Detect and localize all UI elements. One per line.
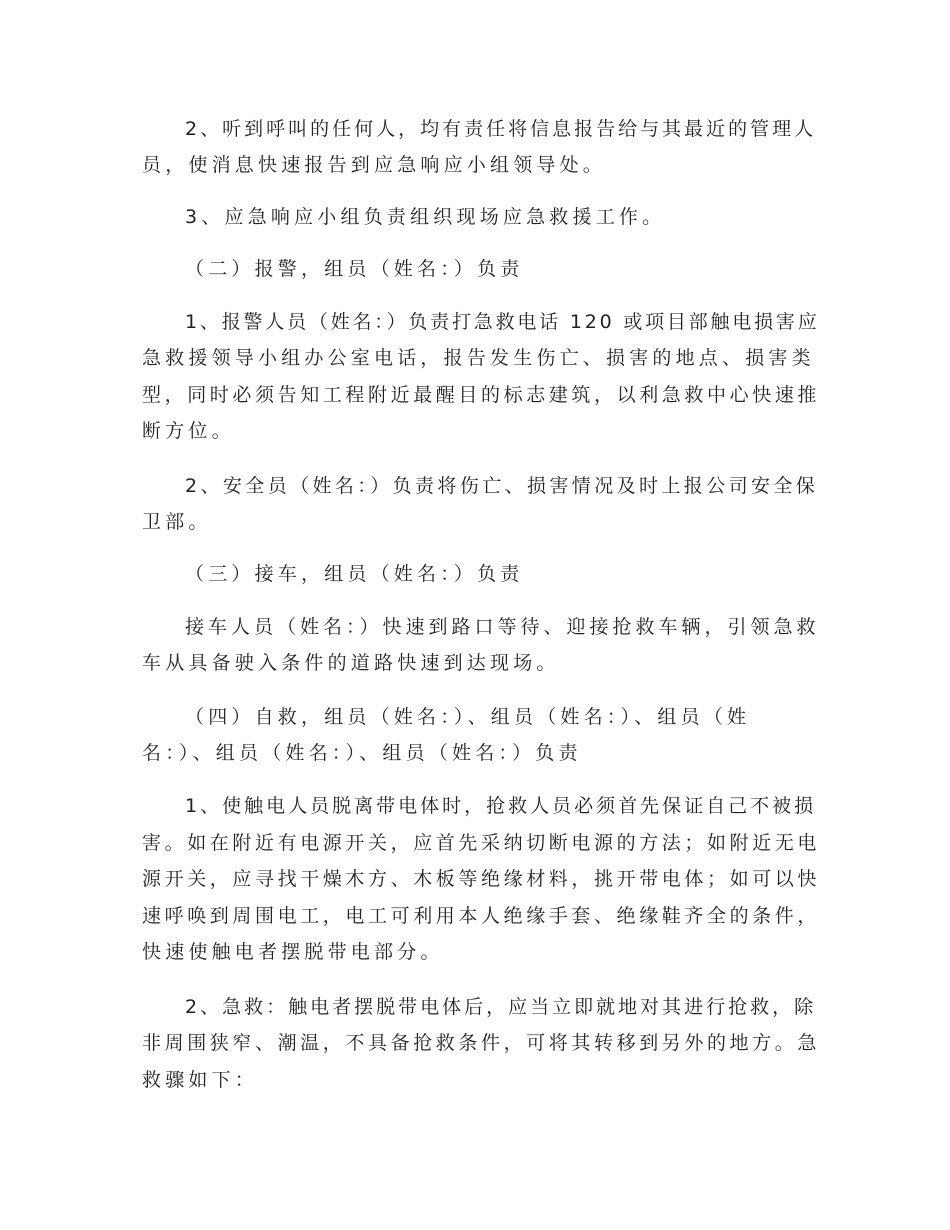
text-line: 快速使触电者摆脱带电部分。 — [142, 941, 444, 963]
text-line: 型，同时必须告知工程附近最醒目的标志建筑，以利急救中心快速推 — [142, 384, 821, 406]
text-line: 2、听到呼叫的任何人，均有责任将信息报告给与其最近的管理人 — [185, 118, 817, 140]
text-line: 急救援领导小组办公室电话，报告发生伤亡、损害的地点、损害类 — [142, 347, 815, 369]
text-line: 车从具备驶入条件的道路快速到达现场。 — [142, 652, 560, 674]
section-heading: （三）接车，组员（姓名：）负责 — [185, 563, 524, 585]
text-line: 害。如在附近有电源开关，应首先采纳切断电源的方法；如附近无电 — [142, 832, 821, 854]
text-line: 1、报警人员（姓名：）负责打急救电话 120 或项目部触电损害应 — [185, 311, 820, 333]
text-line: 断方位。 — [142, 420, 235, 442]
text-line: 卫部。 — [142, 511, 212, 533]
text-line: 3、应急响应小组负责组织现场应急救援工作。 — [185, 206, 666, 228]
text-line: 非周围狭窄、潮温，不具备抢救条件，可将其转移到另外的地方。急 — [142, 1032, 821, 1054]
section-heading: （四）自救，组员（姓名：）、组员（姓名：）、组员（姓 — [185, 706, 751, 728]
section-heading: （二）报警，组员（姓名：）负责 — [185, 258, 524, 280]
text-line: 1、使触电人员脱离带电体时，抢救人员必须首先保证自己不被损 — [185, 795, 817, 817]
text-line: 源开关，应寻找干燥木方、木板等绝缘材料，挑开带电体；如可以快 — [142, 868, 821, 890]
text-line: 接车人员（姓名：）快速到路口等待、迎接抢救车辆，引领急救 — [185, 616, 820, 638]
text-line: 2、安全员（姓名：）负责将伤亡、损害情况及时上报公司安全保 — [185, 475, 819, 497]
text-line: 员，使消息快速报告到应急响应小组领导处。 — [142, 154, 607, 176]
text-line: 速呼唤到周围电工，电工可利用本人绝缘手套、绝缘鞋齐全的条件， — [142, 905, 821, 927]
text-line: 名：）、组员（姓名：）、组员（姓名：）负责 — [142, 742, 582, 764]
text-line: 2、急救：触电者摆脱带电体后，应当立即就地对其进行抢救，除 — [185, 996, 817, 1018]
text-line: 救骤如下： — [142, 1069, 259, 1091]
